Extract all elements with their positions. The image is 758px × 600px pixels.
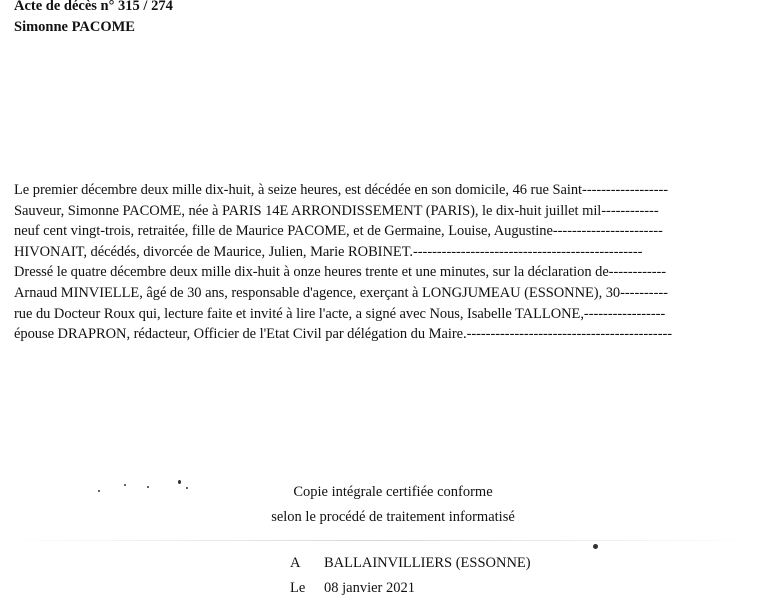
act-body-line: neuf cent vingt-trois, retraitée, fille de Maurice PACOME, et de Germaine, Louise, Augustine----------------------- (14, 223, 663, 240)
act-number: Acte de décès n° 315 / 274 (14, 0, 173, 14)
issue-date-value: 08 janvier 2021 (324, 580, 416, 596)
certification-line-2: selon le procédé de traitement informatisé (271, 509, 515, 525)
issue-place-value: BALLAINVILLIERS (ESSONNE) (324, 555, 531, 571)
act-body-line: HIVONAIT, décédés, divorcée de Maurice, Julien, Marie ROBINET.------------------------------------------------ (14, 243, 643, 260)
person-name: Simonne PACOME (14, 19, 135, 35)
act-body-line: Dressé le quatre décembre deux mille dix-huit à onze heures trente et une minutes, sur la déclaration de------------ (14, 264, 667, 281)
scan-line (0, 540, 758, 541)
act-body-line: Arnaud MINVIELLE, âgé de 30 ans, responsable d'agence, exerçant à LONGJUMEAU (ESSONNE), 30---------- (14, 284, 668, 301)
document-header (14, 0, 173, 38)
act-body (14, 180, 754, 345)
issue-place (290, 555, 531, 572)
act-body-line: Le premier décembre deux mille dix-huit, à seize heures, est décédée en son domicile, 46 rue Saint------------------ (14, 182, 669, 198)
act-body-line: Sauveur, Simonne PACOME, née à PARIS 14E ARRONDISSEMENT (PARIS), le dix-huit juillet mil------------ (14, 202, 659, 219)
act-body-line: épouse DRAPRON, rédacteur, Officier de l'Etat Civil par délégation du Maire.------------------------------------------- (14, 326, 673, 343)
scan-speck (593, 544, 598, 549)
issue-date-prefix: Le (290, 580, 306, 596)
issue-place-prefix: A (290, 555, 301, 571)
issue-date (290, 580, 415, 597)
act-body-line: rue du Docteur Roux qui, lecture faite et invité à lire l'acte, a signé avec Nous, Isabelle TALLONE,----------------- (14, 305, 666, 322)
certification-line-1: Copie intégrale certifiée conforme (293, 484, 493, 500)
